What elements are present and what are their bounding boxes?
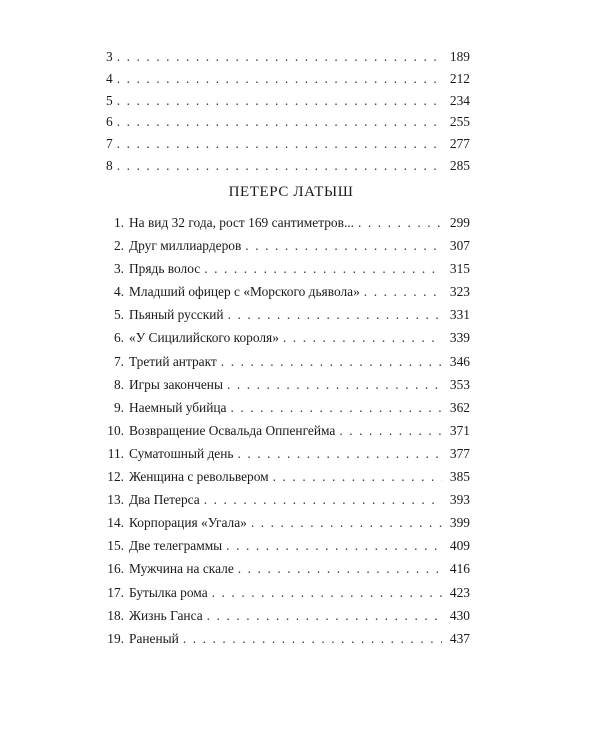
entry-page-number: 371 bbox=[449, 422, 470, 438]
entry-number: 19. bbox=[107, 630, 124, 646]
entry-page-number: 189 bbox=[449, 49, 470, 64]
toc-section-entries bbox=[106, 211, 470, 650]
toc-entry bbox=[106, 234, 470, 257]
entry-page-number: 437 bbox=[449, 630, 470, 646]
entry-number: 3. bbox=[113, 261, 124, 277]
dot-leader bbox=[238, 557, 442, 580]
toc-entry bbox=[106, 280, 470, 303]
toc-entry bbox=[106, 465, 470, 488]
entry-title: Игры закончены bbox=[129, 376, 223, 392]
dot-leader bbox=[237, 442, 442, 465]
entry-number: 4. bbox=[113, 284, 124, 300]
dot-leader bbox=[358, 211, 442, 234]
dot-leader bbox=[117, 111, 442, 133]
toc-entry bbox=[106, 373, 470, 396]
toc-entry bbox=[106, 257, 470, 280]
entry-page-number: 409 bbox=[449, 538, 470, 554]
toc-entry bbox=[106, 419, 470, 442]
toc-entry bbox=[106, 46, 470, 68]
dot-leader bbox=[230, 396, 442, 419]
entry-title: Третий антракт bbox=[129, 353, 217, 369]
entry-page-number: 362 bbox=[449, 399, 470, 415]
entry-number: 14. bbox=[107, 515, 124, 531]
dot-leader bbox=[212, 581, 442, 604]
entry-title: На вид 32 года, рост 169 сантиметров... bbox=[129, 215, 354, 230]
entry-number: 6 bbox=[106, 114, 113, 130]
entry-page-number: 377 bbox=[449, 445, 470, 461]
entry-number: 5. bbox=[113, 307, 124, 323]
entry-number: 6. bbox=[113, 330, 124, 346]
entry-page-number: 212 bbox=[449, 70, 470, 86]
entry-number: 10. bbox=[107, 422, 124, 438]
toc-entry bbox=[106, 68, 470, 90]
entry-number: 11. bbox=[107, 445, 124, 461]
dot-leader bbox=[227, 373, 442, 396]
entry-title: Прядь волос bbox=[129, 261, 201, 277]
toc-entry bbox=[106, 133, 470, 155]
entry-number: 15. bbox=[107, 538, 124, 554]
toc-entry bbox=[106, 326, 470, 349]
entry-page-number: 353 bbox=[449, 376, 470, 392]
toc-entry bbox=[106, 90, 470, 112]
entry-page-number: 385 bbox=[449, 469, 470, 485]
toc-entry bbox=[106, 557, 470, 580]
entry-page-number: 416 bbox=[449, 561, 470, 577]
entry-number: 5 bbox=[106, 92, 113, 108]
dot-leader bbox=[283, 326, 442, 349]
entry-page-number: 393 bbox=[449, 492, 470, 508]
entry-title: Бутылка рома bbox=[129, 584, 208, 600]
toc-entry bbox=[106, 155, 470, 177]
toc-entry bbox=[106, 442, 470, 465]
dot-leader bbox=[183, 627, 442, 650]
entry-title: Младший офицер с «Морского дьявола» bbox=[129, 284, 360, 300]
entry-number: 9. bbox=[113, 399, 124, 415]
toc-entry bbox=[106, 211, 470, 234]
dot-leader bbox=[339, 419, 442, 442]
entry-number: 1. bbox=[113, 215, 124, 230]
entry-number: 17. bbox=[107, 584, 124, 600]
entry-title: Два Петерса bbox=[129, 492, 200, 508]
entry-title: Мужчина на скале bbox=[129, 561, 234, 577]
entry-page-number: 285 bbox=[449, 157, 470, 173]
toc-entry bbox=[106, 511, 470, 534]
entry-number: 7. bbox=[113, 353, 124, 369]
entry-title: Друг миллиардеров bbox=[129, 238, 242, 254]
dot-leader bbox=[245, 234, 442, 257]
entry-page-number: 234 bbox=[449, 92, 470, 108]
entry-page-number: 315 bbox=[449, 261, 470, 277]
entry-title: Наемный убийца bbox=[129, 399, 227, 415]
dot-leader bbox=[204, 257, 442, 280]
entry-title: Раненый bbox=[129, 630, 179, 646]
entry-title: «У Сицилийского короля» bbox=[129, 330, 279, 346]
dot-leader bbox=[117, 46, 442, 68]
entry-number: 3 bbox=[106, 49, 113, 64]
dot-leader bbox=[228, 303, 442, 326]
entry-number: 8 bbox=[106, 157, 113, 173]
entry-number: 4 bbox=[106, 70, 113, 86]
dot-leader bbox=[221, 350, 442, 373]
entry-page-number: 323 bbox=[449, 284, 470, 300]
entry-number: 7 bbox=[106, 136, 113, 152]
entry-title: Женщина с револьвером bbox=[129, 469, 269, 485]
toc-entry bbox=[106, 534, 470, 557]
entry-page-number: 299 bbox=[449, 215, 470, 230]
entry-title: Две телеграммы bbox=[129, 538, 223, 554]
entry-title: Пьяный русский bbox=[129, 307, 224, 323]
entry-number: 13. bbox=[107, 492, 124, 508]
toc-entry bbox=[106, 350, 470, 373]
entry-page-number: 307 bbox=[449, 238, 470, 254]
toc-entry bbox=[106, 396, 470, 419]
entry-page-number: 399 bbox=[449, 515, 470, 531]
toc-entry bbox=[106, 111, 470, 133]
entry-title: Возвращение Освальда Оппенгейма bbox=[129, 422, 336, 438]
dot-leader bbox=[117, 90, 442, 112]
dot-leader bbox=[117, 68, 442, 90]
toc-previous-section bbox=[106, 46, 470, 177]
toc-entry bbox=[106, 488, 470, 511]
entry-page-number: 255 bbox=[449, 114, 470, 130]
toc-entry bbox=[106, 604, 470, 627]
toc-entry bbox=[106, 627, 470, 650]
dot-leader bbox=[204, 488, 442, 511]
entry-page-number: 277 bbox=[449, 136, 470, 152]
entry-title: Корпорация «Угала» bbox=[129, 515, 247, 531]
dot-leader bbox=[207, 604, 442, 627]
entry-number: 8. bbox=[113, 376, 124, 392]
entry-page-number: 331 bbox=[449, 307, 470, 323]
toc-entry bbox=[106, 581, 470, 604]
entry-title: Жизнь Ганса bbox=[129, 607, 203, 623]
dot-leader bbox=[117, 155, 442, 177]
dot-leader bbox=[226, 534, 442, 557]
entry-title: Суматошный день bbox=[129, 445, 234, 461]
entry-number: 12. bbox=[107, 469, 124, 485]
entry-number: 16. bbox=[107, 561, 124, 577]
dot-leader bbox=[273, 465, 442, 488]
entry-page-number: 430 bbox=[449, 607, 470, 623]
entry-number: 2. bbox=[113, 238, 124, 254]
entry-page-number: 346 bbox=[449, 353, 470, 369]
entry-number: 18. bbox=[107, 607, 124, 623]
dot-leader bbox=[251, 511, 442, 534]
toc-entry bbox=[106, 303, 470, 326]
dot-leader bbox=[364, 280, 442, 303]
dot-leader bbox=[117, 133, 442, 155]
section-title: ПЕТЕРС ЛАТЫШ bbox=[228, 184, 354, 200]
entry-page-number: 339 bbox=[449, 330, 470, 346]
entry-page-number: 423 bbox=[449, 584, 470, 600]
